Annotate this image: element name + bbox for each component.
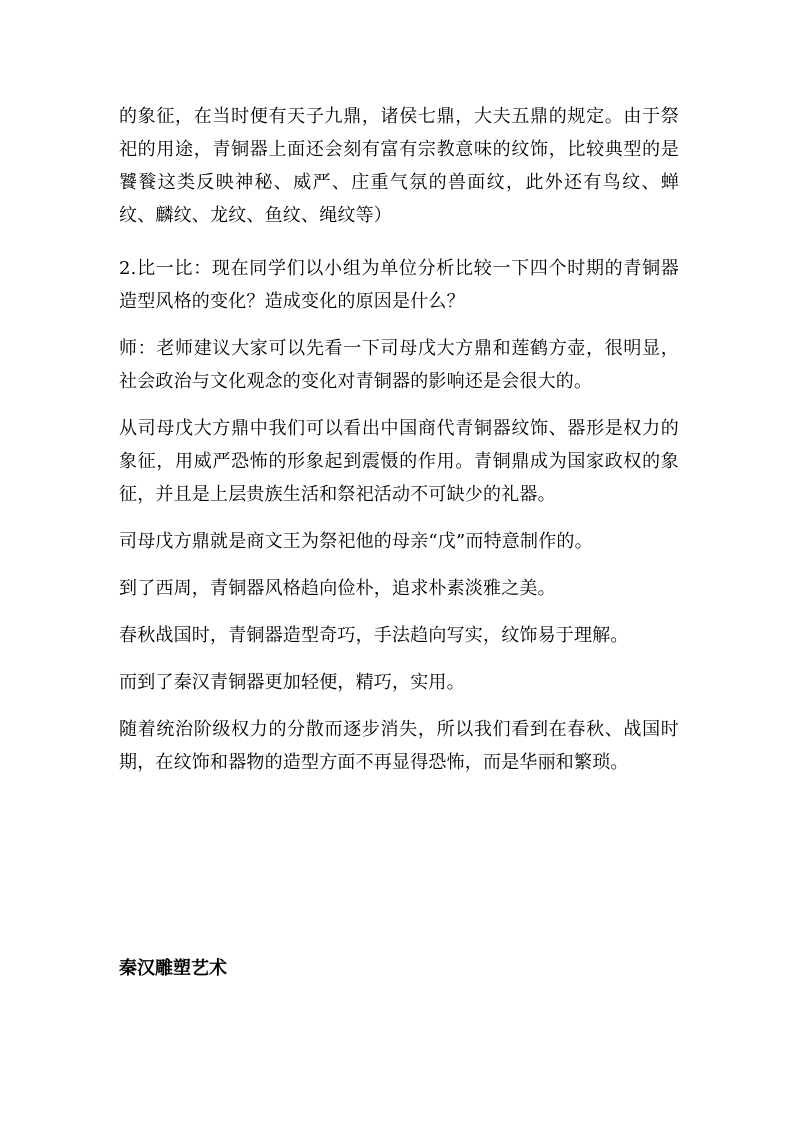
paragraph-compare-task: 2.比一比：现在同学们以小组为单位分析比较一下四个时期的青铜器造型风格的变化？造成变化的原因是什么？ [119,258,679,312]
paragraph-bronze-symbolism: 的象征，在当时便有天子九鼎，诸侯七鼎，大夫五鼎的规定。由于祭祀的用途，青铜器上面还会刻有富有宗教意味的纹饰，比较典型的是饕餮这类反映神秘、威严、庄重气氛的兽面纹，此外还有鸟纹、蝉纹、麟纹、龙纹、鱼纹、绳纹等） [119,106,679,226]
paragraph-power-dispersion: 随着统治阶级权力的分散而逐步消失，所以我们看到在春秋、战国时期，在纹饰和器物的造型方面不再显得恐怖，而是华丽和繁琐。 [119,719,679,773]
paragraph-teacher-suggestion: 师：老师建议大家可以先看一下司母戊大方鼎和莲鹤方壶，很明显，社会政治与文化观念的变化对青铜器的影响还是会很大的。 [119,338,679,392]
paragraph-qin-han: 而到了秦汉青铜器更加轻便，精巧，实用。 [119,672,465,693]
paragraph-shang-dynasty: 从司母戊大方鼎中我们可以看出中国商代青铜器纹饰、器形是权力的象征，用威严恐怖的形象起到震慑的作用。青铜鼎成为国家政权的象征，并且是上层贵族生活和祭祀活动不可缺少的礼器。 [119,418,679,505]
paragraph-spring-autumn: 春秋战国时，青铜器造型奇巧，手法趋向写实，纹饰易于理解。 [119,625,629,646]
paragraph-simuwu-ding: 司母戊方鼎就是商文王为祭祀他的母亲“戊”而特意制作的。 [119,531,593,552]
section-title: 秦汉雕塑艺术 [119,958,227,979]
paragraph-western-zhou: 到了西周，青铜器风格趋向俭朴，追求朴素淡雅之美。 [119,578,556,599]
document-body [119,100,679,793]
